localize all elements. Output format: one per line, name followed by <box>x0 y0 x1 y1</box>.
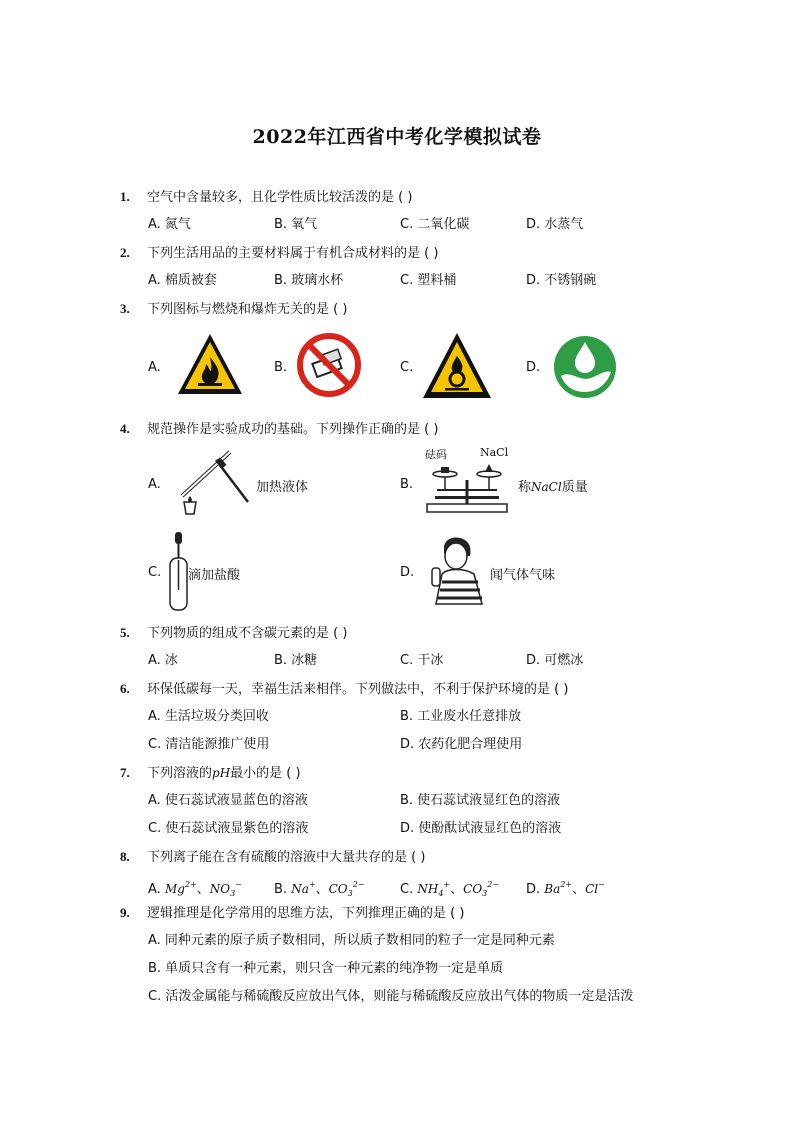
option-b: B. 单质只含有一种元素，则只含一种元素的纯净物一定是单质 <box>148 961 504 976</box>
question-text: 环保低碳每一天，幸福生活来相伴。下列做法中，不利于保护环境的是 ( ) <box>147 682 569 697</box>
option-c: C. 使石蕊试液显紫色的溶液 <box>148 821 309 836</box>
ion-subscript: 4 <box>438 889 444 898</box>
option-letter: C. <box>400 882 414 897</box>
option-d: D. 使酚酞试液显红色的溶液 <box>400 821 562 836</box>
question-number: 2. <box>120 245 130 260</box>
heating-liquid-illustration <box>172 446 256 522</box>
question-7 <box>120 764 301 783</box>
option-b: B. 使石蕊试液显红色的溶液 <box>400 793 561 808</box>
option-c <box>400 876 499 903</box>
ion-charge: + <box>443 880 451 889</box>
oxidizer-warning-icon <box>421 331 493 405</box>
option-d: D. <box>400 565 415 580</box>
smelling-gas-illustration <box>422 534 488 610</box>
option-c: C. 干冰 <box>400 653 444 668</box>
question-text: 逻辑推理是化学常用的思维方法，下列推理正确的是 ( ) <box>147 906 465 921</box>
water-saving-icon <box>551 334 619 404</box>
ion-charge: 2− <box>487 880 500 889</box>
question-number: 4. <box>120 421 130 436</box>
option-b: B. <box>274 360 288 375</box>
option-b: B. <box>400 477 414 492</box>
exam-title: 2022年江西省中考化学模拟试卷 <box>252 126 542 148</box>
option-c: C. 清洁能源推广使用 <box>148 737 270 752</box>
option-c: C. 二氧化碳 <box>400 217 470 232</box>
ion-subscript: 3 <box>347 889 353 898</box>
ion-separator: 、 <box>450 882 464 897</box>
ion-formula <box>329 882 365 897</box>
ion-base: Mg <box>164 882 185 896</box>
question-1 <box>120 188 412 207</box>
caption-post: 质量 <box>561 480 588 495</box>
question-5 <box>120 624 347 643</box>
ion-formula <box>463 882 499 897</box>
dropper-illustration <box>166 530 190 618</box>
question-number: 6. <box>120 681 130 696</box>
no-smoking-matches-icon <box>296 332 362 402</box>
option-d: D. 农药化肥合理使用 <box>400 737 523 752</box>
option-a: A. 棉质被套 <box>148 273 217 288</box>
ion-list <box>291 882 364 897</box>
option-a: A. 冰 <box>148 653 178 668</box>
ion-separator: 、 <box>572 882 586 897</box>
option-a: A. <box>148 477 161 492</box>
caption-heating-liquid: 加热液体 <box>256 480 309 495</box>
ion-subscript: 3 <box>230 889 236 898</box>
ion-base: NH <box>417 882 439 896</box>
option-c: C. 塑料桶 <box>400 273 457 288</box>
question-text-post: 最小的是 ( ) <box>230 766 301 781</box>
question-text: 空气中含量较多，且化学性质比较活泼的是 ( ) <box>147 190 413 205</box>
question-text: 下列物质的组成不含碳元素的是 ( ) <box>147 626 348 641</box>
ion-list <box>417 882 499 897</box>
caption-pre: 称 <box>518 480 532 495</box>
question-9 <box>120 904 464 923</box>
question-text-pre: 下列溶液的 <box>147 766 213 781</box>
caption-weigh-nacl <box>518 476 588 495</box>
question-number: 9. <box>120 905 130 920</box>
ion-formula <box>585 882 605 897</box>
question-6 <box>120 680 568 699</box>
ion-base: Na <box>291 882 309 896</box>
ion-charge: 2+ <box>560 880 573 889</box>
option-b: B. 氧气 <box>274 217 318 232</box>
ion-formula <box>544 882 572 897</box>
question-text: 下列生活用品的主要材料属于有机合成材料的是 ( ) <box>147 246 439 261</box>
ion-formula <box>291 882 315 897</box>
question-text-math: pH <box>212 766 231 780</box>
option-b: B. 冰糖 <box>274 653 318 668</box>
ion-base: Cl <box>585 882 599 896</box>
option-d: D. <box>526 360 541 375</box>
question-number: 7. <box>120 765 130 780</box>
ion-base: CO <box>328 882 348 896</box>
question-3 <box>120 300 347 319</box>
option-a: A. 同种元素的原子质子数相同，所以质子数相同的粒子一定是同种元素 <box>148 933 555 948</box>
ion-charge: − <box>235 880 242 889</box>
option-letter: B. <box>274 882 288 897</box>
option-a: A. <box>148 360 161 375</box>
ion-separator: 、 <box>315 882 329 897</box>
question-number: 1. <box>120 189 130 204</box>
option-a: A. 氮气 <box>148 217 191 232</box>
ion-separator: 、 <box>196 882 210 897</box>
option-a: A. 生活垃圾分类回收 <box>148 709 269 724</box>
option-d: D. 水蒸气 <box>526 217 584 232</box>
option-b: B. 工业废水任意排放 <box>400 709 522 724</box>
question-number: 5. <box>120 625 130 640</box>
option-c: C. <box>148 565 162 580</box>
option-d: D. 不锈钢碗 <box>526 273 597 288</box>
caption-math: NaCl <box>531 480 562 494</box>
ion-charge: 2+ <box>184 880 197 889</box>
question-4 <box>120 420 438 439</box>
question-2 <box>120 244 438 263</box>
ion-list <box>165 882 242 897</box>
ion-base: Ba <box>544 882 561 896</box>
option-d: D. 可燃冰 <box>526 653 584 668</box>
nacl-label: NaCl <box>480 446 509 459</box>
option-b: B. 玻璃水杯 <box>274 273 344 288</box>
ion-formula <box>165 882 197 897</box>
question-text: 规范操作是实验成功的基础。下列操作正确的是 ( ) <box>147 422 439 437</box>
option-letter: D. <box>526 882 541 897</box>
weights-label: 砝码 <box>425 448 447 461</box>
question-number: 3. <box>120 301 130 316</box>
question-number: 8. <box>120 849 130 864</box>
option-a: A. 使石蕊试液显蓝色的溶液 <box>148 793 308 808</box>
ion-subscript: 3 <box>482 889 488 898</box>
question-8 <box>120 848 425 867</box>
option-a <box>148 876 242 903</box>
question-text: 下列图标与燃烧和爆炸无关的是 ( ) <box>147 302 348 317</box>
option-letter: A. <box>148 882 161 897</box>
ion-base: CO <box>463 882 483 896</box>
ion-list <box>544 882 605 897</box>
ion-base: NO <box>209 882 231 896</box>
option-c: C. 活泼金属能与稀硫酸反应放出气体，则能与稀硫酸反应放出气体的物质一定是活泼 <box>148 989 634 1004</box>
caption-smell-gas: 闻气体气味 <box>490 568 556 583</box>
caption-adding-acid: 滴加盐酸 <box>188 568 241 583</box>
ion-formula <box>210 882 242 897</box>
ion-charge: + <box>308 880 316 889</box>
ion-charge: 2− <box>352 880 365 889</box>
option-b <box>274 876 365 903</box>
ion-formula <box>417 882 450 897</box>
option-c: C. <box>400 360 414 375</box>
question-text: 下列离子能在含有硫酸的溶液中大量共存的是 ( ) <box>147 850 426 865</box>
ion-charge: − <box>598 880 605 889</box>
flammable-warning-icon <box>176 331 244 401</box>
option-d <box>526 876 605 899</box>
